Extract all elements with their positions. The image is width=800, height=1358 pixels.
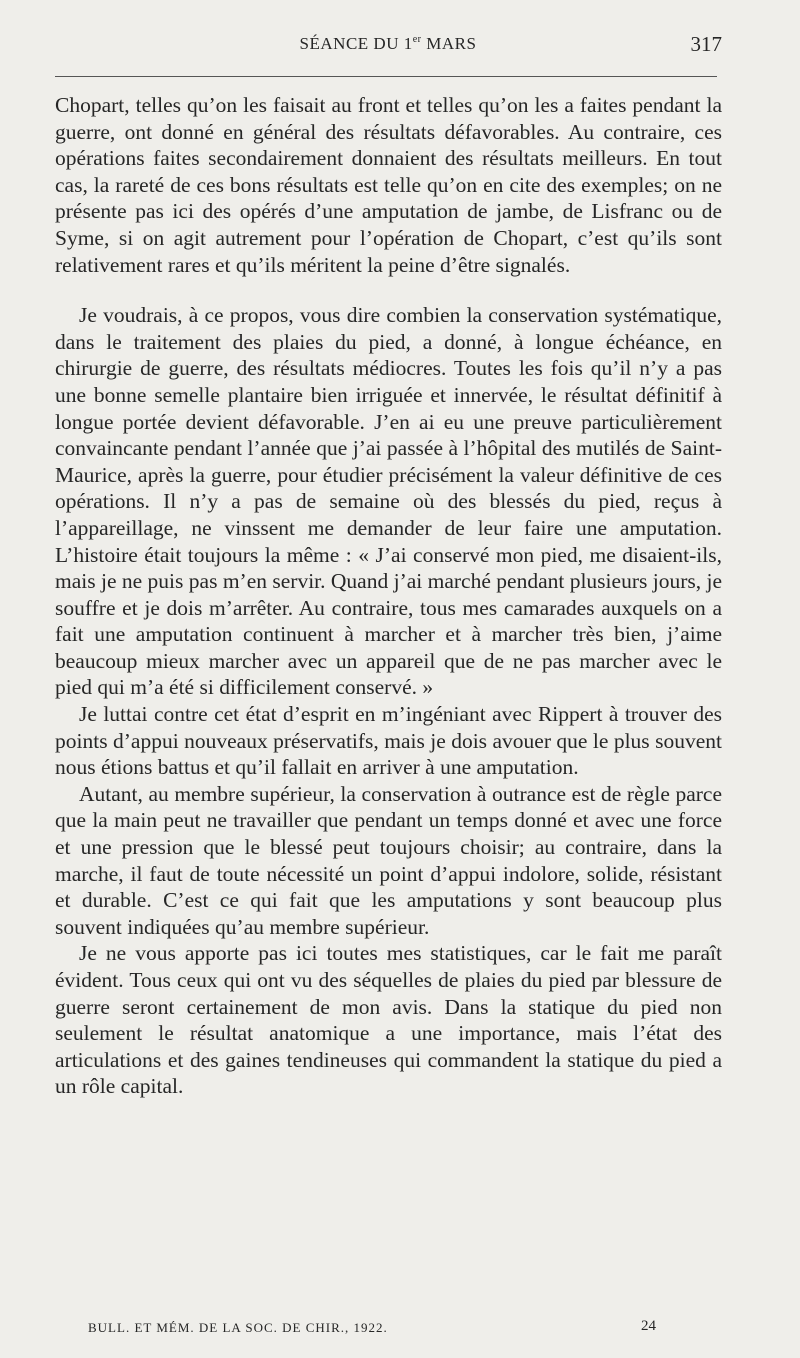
footer-citation: BULL. ET MÉM. DE LA SOC. DE CHIR., 1922. [88, 1320, 388, 1335]
running-title [54, 34, 722, 54]
paragraph-upper-limb: Autant, au membre supérieur, la conservation à outrance est de règle parce que la main peut ne travailler que pendant un temps donné et avec une force et une pression que le blessé peut toujours choisir; au contraire, dans la marche, il faut de toute nécessité un point d’appui indolore, solide, résistant et durable. C’est ce qui fait que les amputations y sont beaucoup plus souvent indiquées qu’au membre supérieur. [55, 781, 722, 939]
running-title-end: MARS [421, 34, 477, 53]
paragraph-conservation: Je voudrais, à ce propos, vous dire combien la conservation systématique, dans le traitement des plaies du pied, a donné, à longue échéance, en chirurgie de guerre, des résultats médiocres. Toutes les fois qu’il n’y a pas une bonne semelle plantaire bien irriguée et innervée, le résultat définitif à longue portée devient défavorable. J’en ai eu une preuve particulièrement convaincante pendant l’année que j’ai passée à l’hôpital des mutilés de Saint-Maurice, après la guerre, pour étudier précisément la valeur définitive de ces opérations. Il n’y a pas de semaine où des blessés du pied, reçus à l’appareillage, ne vinssent me demander de leur faire une amputation. L’histoire était toujours la même : « J’ai conservé mon pied, me disaient-ils, mais je ne puis pas m’en servir. Quand j’ai marché pendant plusieurs jours, je souffre et je dois m’arrêter. Au contraire, tous mes camarades auxquels on a fait une amputation continuent à marcher et à marcher très bien, j’aime beaucoup mieux marcher avec un appareil que de ne pas marcher avec le pied qui m’a été si difficilement conservé. » [55, 303, 722, 700]
page-footer [88, 1320, 656, 1342]
running-head [54, 32, 722, 60]
running-title-main: SÉANCE DU 1 [299, 34, 413, 53]
paragraph-rippert: Je luttai contre cet état d’esprit en m’ingéniant avec Rippert à trouver des points d’appui nouveaux préservatifs, mais je dois avouer que le plus souvent nous étions battus et qu’il fallait en arriver à une amputation. [55, 702, 722, 780]
signature-mark: 24 [641, 1318, 656, 1334]
body-text [55, 92, 722, 1100]
page-number: 317 [690, 32, 722, 56]
paragraph-statistics: Je ne vous apporte pas ici toutes mes statistiques, car le fait me paraît évident. Tous ceux qui ont vu des séquelles de plaies du pied par blessure de guerre seront certainement de mon avis. Dans la statique du pied non seulement le résultat anatomique a une importance, mais l’état des articulations et des gaines tendineuses qui commandent la statique du pied a un rôle capital. [55, 941, 722, 1099]
running-title-superscript: er [412, 34, 422, 45]
paragraph-continuation: Chopart, telles qu’on les faisait au front et telles qu’on les a faites pendant la guerre, ont donné en général des résultats défavorables. Au contraire, ces opérations faites secondairement donnaient des résultats meilleurs. En tout cas, la rareté de ces bons résultats est telle qu’on en cite des exemples; on ne présente pas ici des opérés d’une amputation de jambe, de Lisfranc ou de Syme, si on agit autrement pour l’opération de Chopart, c’est qu’ils sont relativement rares et qu’ils méritent la peine d’être signalés. [55, 93, 722, 277]
header-rule [55, 76, 717, 77]
